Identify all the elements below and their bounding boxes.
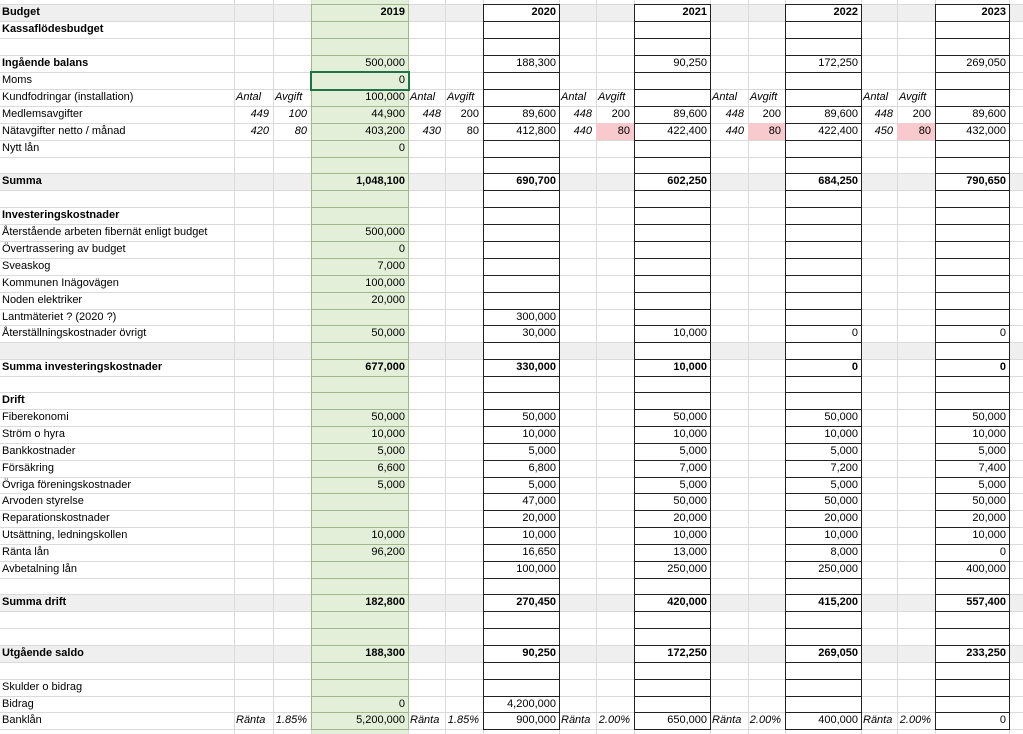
year-header-2020: 2020 [531,6,556,18]
invest-value: 300,000 [516,311,556,323]
value-cell[interactable] [785,275,862,293]
value-cell[interactable] [785,258,862,276]
summa-invest-value: 0 [851,361,858,373]
invest-value: 0 [398,243,405,255]
drift-value: 100,000 [516,563,556,575]
invest-value: 50,000 [371,327,405,339]
value-cell[interactable] [935,72,1010,90]
drift-value: 5,000 [377,445,405,457]
value-cell[interactable] [483,292,560,310]
value-cell[interactable] [634,392,711,410]
medlem-antal: 448 [422,108,441,120]
value-cell-2019[interactable] [311,376,409,393]
antal-header: Antal [561,91,587,103]
invest-value: 500,000 [365,226,405,238]
value-cell[interactable] [935,241,1010,259]
value-cell[interactable] [634,578,711,595]
bidrag-value: 0 [398,698,405,710]
value-cell[interactable] [785,578,862,595]
value-cell[interactable] [483,342,560,360]
value-cell[interactable] [935,21,1010,39]
value-cell[interactable] [634,309,711,326]
banklan-value: 5,200,000 [356,714,405,726]
value-cell[interactable] [483,578,560,595]
ranta-label: Ränta [236,714,266,726]
drift-value: 16,650 [522,546,556,558]
value-cell[interactable] [785,89,862,107]
banklan-label: Banklån [2,714,42,726]
summa-invest-value: 677,000 [365,361,405,373]
value-cell[interactable] [785,611,862,629]
invest-value: 0 [999,327,1006,339]
drift-label: Utsättning, ledningskollen [2,529,128,541]
nytt-lan-label: Nytt lån [2,142,40,154]
ingaende-value: 500,000 [365,57,405,69]
value-cell[interactable] [785,38,862,56]
section-title: Kassaflödesbudget [2,23,104,35]
natavgift-value: 422,400 [667,125,707,137]
drift-value: 250,000 [818,563,858,575]
drift-label: Fiberekonomi [2,411,69,423]
utgaende-value: 188,300 [365,647,405,659]
value-cell[interactable] [785,72,862,90]
value-cell[interactable] [634,258,711,276]
value-cell-2019[interactable] [311,207,409,225]
value-cell[interactable] [935,662,1010,680]
value-cell[interactable] [483,628,560,646]
value-cell[interactable] [634,275,711,293]
value-cell[interactable] [935,224,1010,242]
value-cell[interactable] [785,392,862,410]
banklan-value: 900,000 [516,714,556,726]
antal-header: Antal [712,91,738,103]
drift-value: 5,000 [679,479,707,491]
antal-header: Antal [410,91,436,103]
summa-invest-value: 10,000 [673,361,707,373]
natavgift-value: 422,400 [818,125,858,137]
ingaende-value: 188,300 [516,57,556,69]
medlem-label: Medlemsavgifter [2,108,83,120]
value-cell-2019[interactable] [311,190,409,208]
invest-value: 7,000 [377,260,405,272]
value-cell[interactable] [785,662,862,680]
value-cell-2019[interactable] [311,611,409,629]
bidrag-label: Bidrag [2,698,34,710]
value-cell[interactable] [785,376,862,393]
natavgift-label: Nätavgifter netto / månad [2,125,126,137]
antal-header: Antal [236,91,262,103]
drift-value: 6,600 [377,462,405,474]
value-cell[interactable] [634,628,711,646]
drift-value: 10,000 [371,428,405,440]
value-cell[interactable] [483,275,560,293]
moms-value: 0 [398,74,405,86]
ingaende-value: 90,250 [673,57,707,69]
drift-value: 6,800 [528,462,556,474]
drift-value: 10,000 [824,428,858,440]
drift-value: 50,000 [673,411,707,423]
drift-value: 20,000 [522,512,556,524]
value-cell[interactable] [935,157,1010,174]
summa-drift-value: 182,800 [365,596,405,608]
value-cell[interactable] [935,190,1010,208]
value-cell[interactable] [483,258,560,276]
drift-value: 96,200 [371,546,405,558]
drift-value: 8,000 [830,546,858,558]
value-cell[interactable] [935,207,1010,225]
value-cell[interactable] [935,611,1010,629]
drift-value: 50,000 [673,495,707,507]
nytt-lan-value: 0 [398,142,405,154]
ingaende-label: Ingående balans [2,57,89,69]
value-cell[interactable] [785,21,862,39]
drift-label: Bankkostnader [2,445,76,457]
value-cell-2019[interactable] [311,21,409,39]
banklan-value: 400,000 [818,714,858,726]
invest-value: 100,000 [365,277,405,289]
drift-value: 10,000 [522,529,556,541]
value-cell[interactable] [935,342,1010,360]
value-cell[interactable] [483,21,560,39]
bidrag-value: 4,200,000 [507,698,556,710]
summa-drift-value: 415,200 [818,596,858,608]
drift-label: Ränta lån [2,546,50,558]
value-cell[interactable] [785,309,862,326]
medlem-value: 89,600 [673,108,707,120]
value-cell[interactable] [785,292,862,310]
value-cell[interactable] [785,342,862,360]
antal-header: Antal [863,91,889,103]
summa-invest-label: Summa investeringskostnader [2,361,163,373]
natavgift-antal: 430 [422,125,441,137]
medlem-value: 89,600 [972,108,1006,120]
summa-value: 1,048,100 [356,175,405,187]
banklan-value: 0 [999,714,1006,726]
summa-value: 690,700 [516,175,556,187]
value-cell-2019[interactable] [311,662,409,680]
drift-value: 13,000 [673,546,707,558]
value-cell[interactable] [785,140,862,158]
ingaende-value: 269,050 [966,57,1006,69]
medlem-antal: 448 [573,108,592,120]
avgift-header: Avgift [750,91,778,103]
value-cell[interactable] [785,207,862,225]
value-cell[interactable] [935,628,1010,646]
invest-value: 30,000 [522,327,556,339]
drift-label: Avbetalning lån [2,563,78,575]
invest-value: 10,000 [673,327,707,339]
moms-label: Moms [2,74,32,86]
ranta-label: Ränta [561,714,591,726]
value-cell[interactable] [634,207,711,225]
drift-value: 5,000 [679,445,707,457]
drift-value: 5,000 [978,479,1006,491]
value-cell-2019[interactable] [311,38,409,56]
utgaende-value: 90,250 [522,647,556,659]
invest-value: 0 [851,327,858,339]
natavgift-antal: 440 [573,125,592,137]
value-cell[interactable] [935,578,1010,595]
drift-value: 5,000 [978,445,1006,457]
avgift-header: Avgift [275,91,303,103]
ranta-rate: 2.00% [598,714,630,726]
medlem-avgift: 200 [762,108,781,120]
value-cell[interactable] [935,38,1010,56]
value-cell[interactable] [634,89,711,107]
drift-value: 10,000 [824,529,858,541]
drift-value: 10,000 [972,529,1006,541]
utgaende-value: 172,250 [667,647,707,659]
drift-label: Reparationskostnader [2,512,110,524]
value-cell[interactable] [634,376,711,393]
ranta-label: Ränta [863,714,893,726]
medlem-avgift: 200 [912,108,931,120]
drift-value: 50,000 [824,495,858,507]
value-cell[interactable] [935,140,1010,158]
drift-value: 50,000 [371,411,405,423]
year-header-2019: 2019 [380,6,405,18]
value-cell[interactable] [483,89,560,107]
summa-value: 602,250 [667,175,707,187]
kundfordringar-label: Kundfodringar (installation) [2,91,134,103]
drift-value: 400,000 [966,563,1006,575]
drift-value: 10,000 [673,428,707,440]
value-cell[interactable] [935,696,1010,713]
medlem-value: 89,600 [522,108,556,120]
value-cell[interactable] [935,89,1010,107]
drift-value: 50,000 [972,411,1006,423]
summa-invest-value: 0 [999,361,1006,373]
invest-label: Kommunen Inägovägen [2,277,119,289]
value-cell[interactable] [935,309,1010,326]
drift-value: 5,000 [528,445,556,457]
banklan-value: 650,000 [667,714,707,726]
drift-value: 20,000 [673,512,707,524]
value-cell[interactable] [483,207,560,225]
value-cell-2019[interactable] [311,309,409,326]
drift-title: Drift [2,394,25,406]
value-cell-2019[interactable] [311,157,409,174]
natavgift-antal: 440 [725,125,744,137]
medlem-antal: 448 [725,108,744,120]
value-cell-2019[interactable] [311,578,409,595]
value-cell[interactable] [634,224,711,242]
drift-value: 20,000 [972,512,1006,524]
drift-value: 5,000 [528,479,556,491]
year-header-2023: 2023 [981,6,1006,18]
drift-value: 50,000 [972,495,1006,507]
value-cell[interactable] [634,611,711,629]
utgaende-value: 269,050 [818,647,858,659]
drift-value: 47,000 [522,495,556,507]
natavgift-value: 432,000 [966,125,1006,137]
value-cell[interactable] [785,696,862,713]
natavgift-value: 412,800 [516,125,556,137]
value-cell-2019[interactable] [311,392,409,410]
natavgift-avgift: 80 [768,125,781,137]
medlem-value: 89,600 [824,108,858,120]
value-cell[interactable] [483,157,560,174]
year-header-2022: 2022 [833,6,858,18]
drift-value: 7,000 [679,462,707,474]
value-cell[interactable] [785,679,862,697]
medlem-value: 44,900 [371,108,405,120]
natavgift-avgift: 80 [466,125,479,137]
value-cell[interactable] [935,275,1010,293]
drift-value: 10,000 [522,428,556,440]
natavgift-value: 403,200 [365,125,405,137]
selected-cell[interactable] [310,71,410,91]
value-cell[interactable] [483,392,560,410]
invest-value: 20,000 [371,294,405,306]
value-cell-2019[interactable] [311,561,409,579]
ranta-rate: 1.85% [447,714,479,726]
value-cell[interactable] [483,224,560,242]
natavgift-antal: 450 [874,125,893,137]
avgift-header: Avgift [447,91,475,103]
skulder-label: Skulder o bidrag [2,681,83,693]
medlem-avgift: 200 [611,108,630,120]
invest-label: Återstående arbeten fibernät enligt budget [2,226,208,238]
drift-value: 50,000 [824,411,858,423]
avgift-header: Avgift [598,91,626,103]
ranta-rate: 2.00% [899,714,931,726]
natavgift-avgift: 80 [918,125,931,137]
natavgift-avgift: 80 [617,125,630,137]
value-cell[interactable] [785,224,862,242]
drift-value: 0 [999,546,1006,558]
ranta-label: Ränta [410,714,440,726]
value-cell[interactable] [483,611,560,629]
value-cell-2019[interactable] [311,679,409,697]
header-budget: Budget [2,6,40,18]
value-cell-2019[interactable] [311,628,409,646]
value-cell[interactable] [483,376,560,393]
value-cell[interactable] [935,392,1010,410]
kundfordringar-value: 100,000 [365,91,405,103]
value-cell[interactable] [634,679,711,697]
utgaende-value: 233,250 [966,647,1006,659]
value-cell[interactable] [935,679,1010,697]
value-cell[interactable] [785,190,862,208]
summa-drift-label: Summa drift [2,596,67,608]
value-cell[interactable] [634,38,711,56]
drift-value: 250,000 [667,563,707,575]
invest-label: Övertrassering av budget [2,243,126,255]
summa-invest-value: 330,000 [516,361,556,373]
value-cell[interactable] [483,72,560,90]
drift-value: 50,000 [522,411,556,423]
avgift-header: Avgift [899,91,927,103]
value-cell[interactable] [483,679,560,697]
natavgift-avgift: 80 [294,125,307,137]
invest-label: Noden elektriker [2,294,83,306]
value-cell-2019[interactable] [311,342,409,360]
value-cell[interactable] [634,342,711,360]
summa-value: 790,650 [966,175,1006,187]
summa-drift-value: 270,450 [516,596,556,608]
drift-value: 7,400 [978,462,1006,474]
invest-label: Sveaskog [2,260,51,272]
invest-title: Investeringskostnader [2,209,120,221]
value-cell[interactable] [634,292,711,310]
summa-value: 684,250 [818,175,858,187]
drift-value: 5,000 [830,445,858,457]
value-cell[interactable] [483,241,560,259]
value-cell[interactable] [483,190,560,208]
drift-label: Försäkring [2,462,54,474]
value-cell[interactable] [785,628,862,646]
summa-drift-value: 420,000 [667,596,707,608]
summa-drift-value: 557,400 [966,596,1006,608]
invest-label: Lantmäteriet ? (2020 ?) [2,311,117,323]
medlem-antal: 449 [250,108,269,120]
value-cell[interactable] [785,157,862,174]
natavgift-antal: 420 [250,125,269,137]
value-cell[interactable] [634,140,711,158]
year-header-2021: 2021 [682,6,707,18]
drift-value: 5,000 [830,479,858,491]
value-cell[interactable] [483,662,560,680]
summa-label: Summa [2,175,42,187]
drift-value: 20,000 [824,512,858,524]
drift-value: 7,200 [830,462,858,474]
medlem-antal: 448 [874,108,893,120]
medlem-avgift: 200 [460,108,479,120]
ranta-rate: 2.00% [749,714,781,726]
ranta-label: Ränta [712,714,742,726]
utgaende-label: Utgående saldo [2,647,84,659]
drift-value: 10,000 [673,529,707,541]
drift-value: 10,000 [972,428,1006,440]
value-cell[interactable] [483,38,560,56]
value-cell-2019[interactable] [311,493,409,511]
value-cell-2019[interactable] [311,510,409,528]
medlem-avgift: 100 [288,108,307,120]
drift-label: Ström o hyra [2,428,65,440]
value-cell[interactable] [785,241,862,259]
value-cell[interactable] [634,21,711,39]
ranta-rate: 1.85% [275,714,307,726]
value-cell[interactable] [483,140,560,158]
value-cell[interactable] [634,662,711,680]
value-cell[interactable] [634,241,711,259]
value-cell[interactable] [935,292,1010,310]
value-cell[interactable] [634,72,711,90]
drift-value: 10,000 [371,529,405,541]
drift-value: 5,000 [377,479,405,491]
ingaende-value: 172,250 [818,57,858,69]
value-cell[interactable] [634,190,711,208]
drift-label: Övriga föreningskostnader [2,479,132,491]
value-cell[interactable] [634,696,711,713]
value-cell[interactable] [935,258,1010,276]
drift-label: Arvoden styrelse [2,495,84,507]
value-cell[interactable] [935,376,1010,393]
value-cell[interactable] [634,157,711,174]
invest-label: Återställningskostnader övrigt [2,327,147,339]
